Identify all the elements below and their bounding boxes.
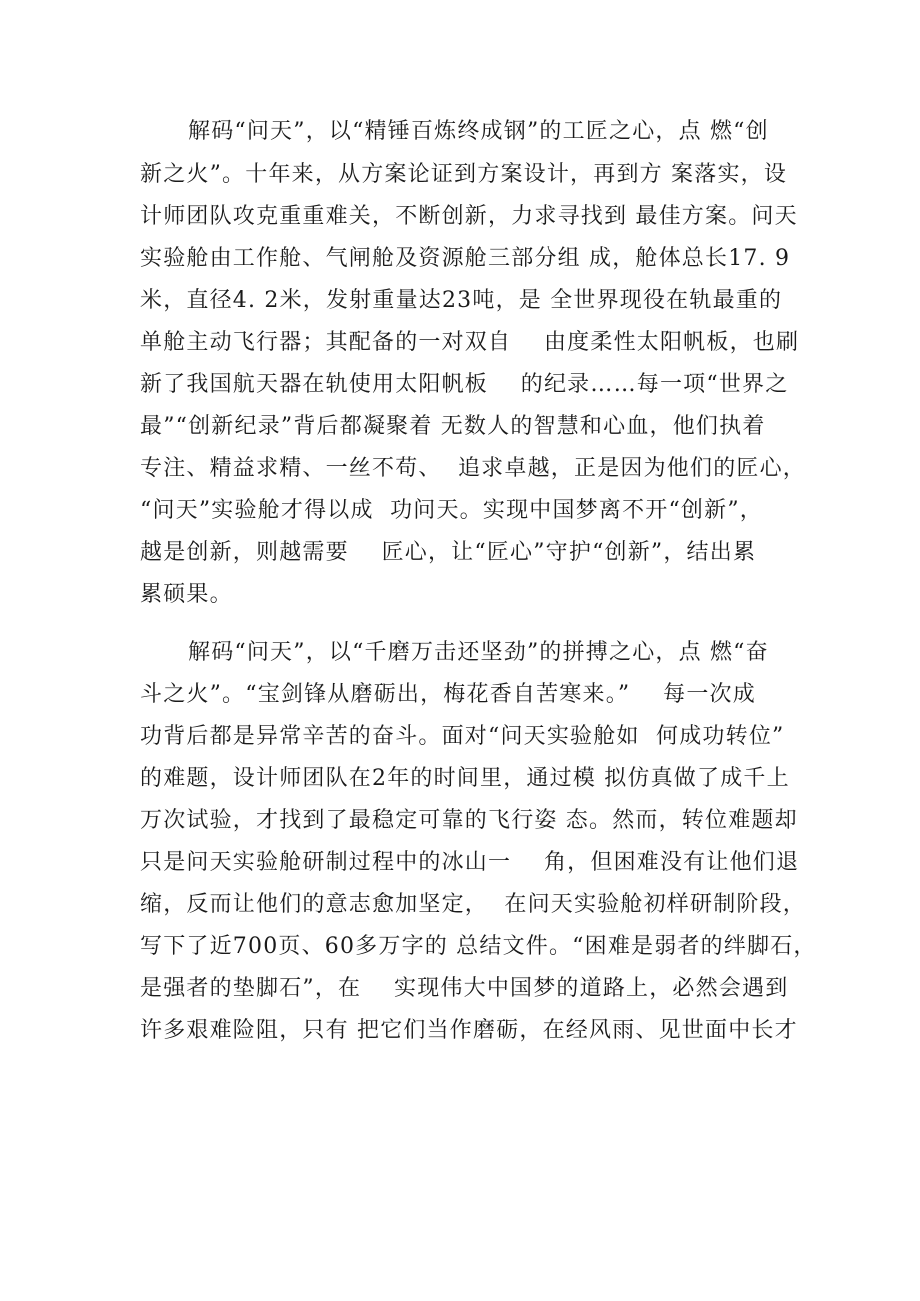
text-line: 米，直径4. 2米，发射重量达23吨，是 全世界现役在轨最重的 xyxy=(140,288,783,313)
text-line: 缩，反而让他们的意志愈加坚定， 在问天实验舱初样研制阶段， xyxy=(140,892,806,917)
text-line: 斗之火”。“宝剑锋从磨砺出，梅花香自苦寒来。” 每一次成 xyxy=(140,682,756,707)
text-line: 的难题，设计师团队在2年的时间里，通过模 拟仿真做了成千上 xyxy=(140,766,790,791)
text-line: “问天”实验舱才得以成 功问天。实现中国梦离不开“创新”， xyxy=(140,498,763,523)
text-line: 越是创新，则越需要 匠心，让“匠心”守护“创新”，结出累 xyxy=(140,540,757,565)
text-line: 专注、精益求精、一丝不苟、 追求卓越，正是因为他们的匠心， xyxy=(140,456,806,481)
text-line: 解码“问天”，以“精锤百炼终成钢”的工匠之心，点 燃“创 xyxy=(188,119,769,144)
text-line: 解码“问天”，以“千磨万击还坚劲”的拼搏之心，点 燃“奋 xyxy=(188,640,769,665)
text-line: 万次试验，才找到了最稳定可靠的飞行姿 态。然而，转位难题却 xyxy=(140,808,798,833)
text-line: 最”“创新纪录”背后都凝聚着 无数人的智慧和心血，他们执着 xyxy=(140,414,766,439)
text-line: 单舱主动飞行器；其配备的一对双自 由度柔性太阳帆板，也刷 xyxy=(140,330,800,355)
text-line: 新之火”。十年来，从方案论证到方案设计，再到方 案落实，设 xyxy=(140,162,788,187)
text-line: 新了我国航天器在轨使用太阳帆板 的纪录……每一项“世界之 xyxy=(140,372,789,397)
text-line: 写下了近700页、60多万字的 总结文件。“困难是弱者的绊脚石， xyxy=(140,934,817,959)
text-line: 是强者的垫脚石”，在 实现伟大中国梦的道路上，必然会遇到 xyxy=(140,976,789,1001)
text-line: 累硕果。 xyxy=(140,582,233,607)
text-line: 只是问天实验舱研制过程中的冰山一 角，但困难没有让他们退 xyxy=(140,850,800,875)
text-line: 许多艰难险阻，只有 把它们当作磨砺，在经风雨、见世面中长才 xyxy=(140,1018,798,1043)
text-line: 计师团队攻克重重难关，不断创新，力求寻找到 最佳方案。问天 xyxy=(140,204,798,229)
text-line: 功背后都是异常辛苦的奋斗。面对“问天实验舱如 何成功转位” xyxy=(140,724,785,749)
text-line: 实验舱由工作舱、气闸舱及资源舱三部分组 成，舱体总长17. 9 xyxy=(140,246,791,271)
